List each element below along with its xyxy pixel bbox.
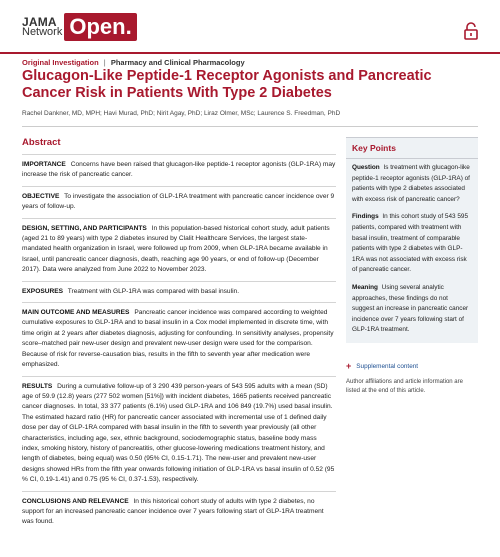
article-tagline [22,58,245,67]
key-point-label: Question [352,164,380,171]
key-point-meaning [346,279,478,339]
key-point-question [346,159,478,208]
abstract-section-results [22,382,336,486]
logo-network: Network [22,26,63,38]
section-label: EXPOSURES [22,287,64,295]
logo-open-badge: Open. [64,13,136,41]
section-text: Concerns have been raised that glucagon-like peptide-1 receptor agonists (GLP-1RA) may increase the risk of pancreatic cancer. [22,161,336,179]
section-label: IMPORTANCE [22,161,66,168]
supplemental-content-link[interactable] [346,361,418,371]
section-text: In this historical cohort study of adults with type 2 diabetes, no support for an increased pancreatic cancer incidence over 7 years following start of GLP-1RA treatment was found. [22,497,324,526]
key-point-text: Using several analytic approaches, these findings do not suggest an increase in pancreatic cancer incidence over 7 years following start of GLP-1RA treatment. [352,283,469,334]
article-title: Glucagon-Like Peptide-1 Receptor Agonists and Pancreatic Cancer Risk in Patients With Type 2 Diabetes [22,68,432,101]
affiliations-note: Author affiliations and article information are listed at the end of this article. [346,379,463,394]
section-text: To investigate the association of GLP-1RA treatment with pancreatic cancer incidence over 9 years of follow-up. [22,192,335,211]
section-label: MAIN OUTCOME AND MEASURES [22,309,130,317]
article-subject: Pharmacy and Clinical Pharmacology [110,58,245,67]
section-label: RESULTS [22,382,53,390]
abstract-column [22,137,336,528]
author-list: Rachel Dankner, MD, MPH; Havi Murad, PhD; Nirit Agay, PhD; Liraz Olmer, MSc; Laurence S. Freedman, PhD [22,110,341,117]
key-point-label: Meaning [352,283,378,291]
section-text: Pancreatic cancer incidence was compared according to weighted cumulative exposures to GLP-1RA and to basal insulin in a Cox model implemented in discrete time, with time origin at 2 years after diabetes diagnosis, adjusting for confounding. In sensitivity analyses, propensity score–matched pair new-user design and prevalent new-user design were used for the comparison. Because of risk for reverse-causation bias, results in the fifth to seventh year after medication were emphasized. [22,309,334,369]
section-divider [22,186,336,187]
abstract-section-conclusions [22,497,336,528]
abstract-heading: Abstract [22,137,61,148]
abstract-section-outcomes [22,308,336,370]
section-text: Treatment with GLP-1RA was compared with basal insulin. [67,287,240,295]
article-type: Original Investigation [22,58,99,67]
section-label: OBJECTIVE [22,192,60,200]
abstract-section-exposures [22,287,336,297]
section-divider [22,281,336,282]
abstract-section-importance [22,160,336,181]
header-rule [0,52,500,54]
key-point-findings [346,208,478,279]
title-divider [22,126,478,127]
logo-jama: JAMA [22,15,57,29]
section-text: During a cumulative follow-up of 3 290 439 person-years of 543 595 adults with a mean (SD) age of 59.9 (12.8) years (277 502 women [51%]) with incident diabetes, 1665 patients received pancreatic cancer diagnoses. In total, 33 377 patients (6.1%) used GLP-1RA and 106 849 (19.7%) used basal insulin. The estimated hazard ratio (HR) for pancreatic cancer associated with incremental use of 1 defined daily dose per day of GLP-1RA compared with basal insulin in the fifth to seventh year previously (all other characteristics, including age, sex, ethnic background, sociodemographic status, baseline body mass index, smoking history, history of pancreatitis, other glucose-lowering medications treatment history, and length of diabetes, being equal) was 0.50 (95% CI, 0.15-1.71). The new-user and prevalent new-user designs showed HRs from the fifth year onwards following initiation of GLP-1RA vs basal insulin of 0.52 (95 % CI, 0.19-1.41) and 0.75 (95 % CI, 0.37-1.53), respectively. [22,382,335,484]
key-point-label: Findings [352,213,379,221]
section-divider [22,376,336,377]
plus-icon: + [346,361,352,371]
key-point-text: Is treatment with glucagon-like peptide-1 receptor agonists (GLP-1RA) of patients with type 2 diabetes associated with excess risk of pancreatic cancer? [352,164,470,203]
section-label: DESIGN, SETTING, AND PARTICIPANTS [22,224,147,232]
jama-network-open-logo[interactable] [22,10,137,44]
tag-separator: | [103,58,106,67]
section-label: CONCLUSIONS AND RELEVANCE [22,497,129,505]
key-points-heading: Key Points [346,137,478,159]
section-divider [22,491,336,492]
key-points-box [346,137,478,343]
logo-wordmark [22,17,62,37]
section-divider [22,302,336,303]
abstract-section-objective [22,192,336,213]
supplemental-label: Supplemental content [356,362,419,370]
section-text: In this population-based historical cohort study, adult patients (aged 21 to 89 years) with type 2 diabetes insured by Clalit Healthcare Services, the largest state-mandated health organization in Israel, were followed up from 2009, when GLP-1RA became available in Israel, until pancreatic cancer diagnosis, death, reaching age 90 years, or end of follow-up (December 2017). Data were analyzed from June 2022 to November 2023. [22,224,330,274]
abstract-divider [22,154,336,155]
key-point-text: In this cohort study of 543 595 patients, compared with treatment with basal insulin, treatment of comparable patients with type 2 diabetes with GLP-1RA was not associated with excess risk of pancreatic cancer. [352,213,469,274]
section-divider [22,218,336,219]
abstract-section-design [22,224,336,276]
open-access-lock-icon[interactable] [464,22,478,40]
